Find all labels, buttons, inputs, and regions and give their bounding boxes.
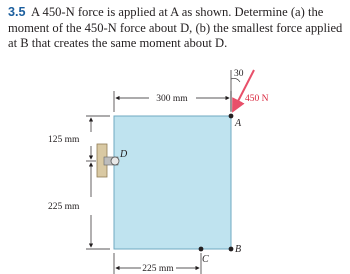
label-d: D xyxy=(120,149,128,160)
dim-225mm-bottom: 225 mm xyxy=(142,264,174,274)
problem-text: A 450-N force is applied at A as shown. Determine (a) the moment of the 450-N force about D, (b) the smallest force applied at B that creates the same moment about D. xyxy=(8,5,343,50)
point-c-marker xyxy=(199,247,204,252)
label-c: C xyxy=(202,254,209,265)
force-label: 450 N xyxy=(245,94,269,104)
dimension-left xyxy=(86,116,110,249)
plate xyxy=(114,116,231,249)
dim-300mm: 300 mm xyxy=(156,94,188,104)
dim-225mm-left: 225 mm xyxy=(48,202,80,212)
label-b: B xyxy=(235,244,242,255)
problem-number: 3.5 xyxy=(8,5,26,19)
label-a: A xyxy=(235,118,242,129)
point-a-marker xyxy=(229,114,234,119)
point-b-marker xyxy=(229,247,234,252)
angle-30: 30 xyxy=(234,69,244,79)
pin-d xyxy=(111,157,119,165)
dim-125mm: 125 mm xyxy=(48,135,80,145)
